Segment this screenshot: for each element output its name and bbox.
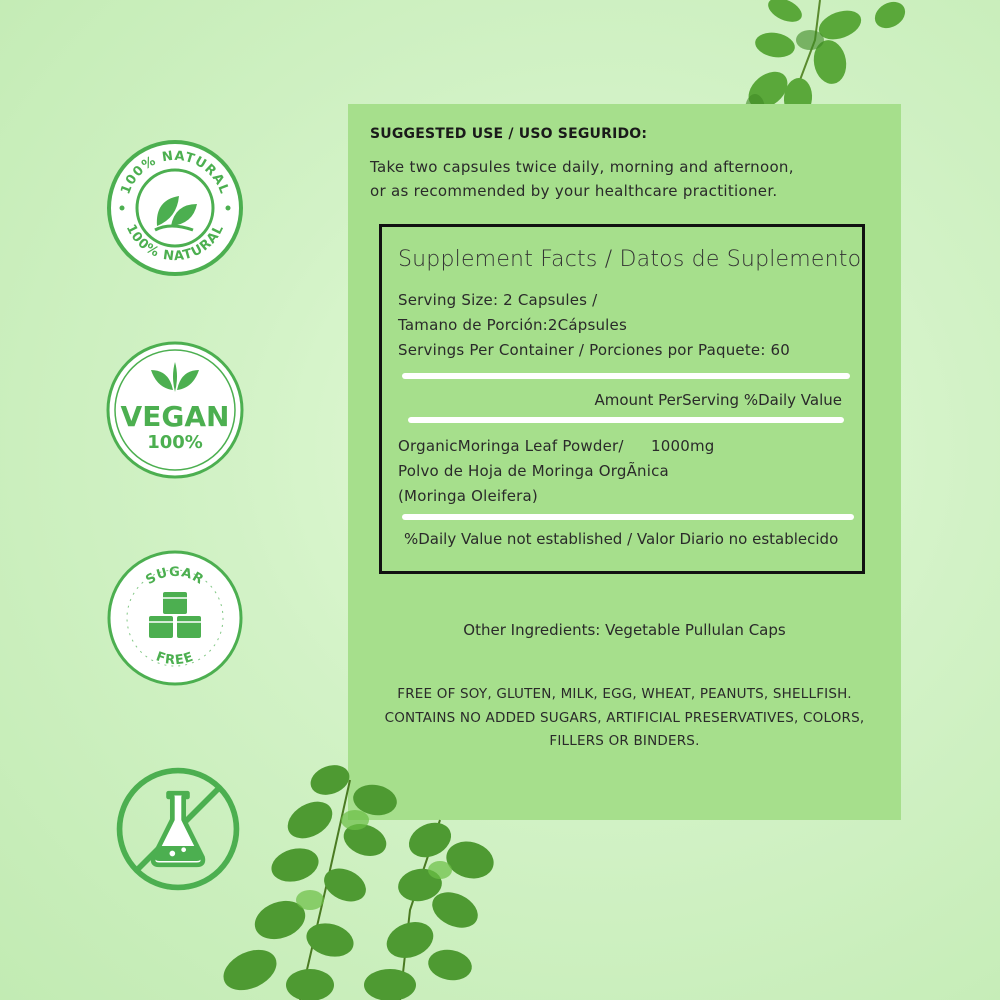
ingredient-line-1: OrganicMoringa Leaf Powder/ (398, 437, 624, 455)
free-of-line-1: FREE OF SOY, GLUTEN, MILK, EGG, WHEAT, PEANUTS, SHELLFISH. (397, 686, 852, 702)
supplement-facts-box (379, 224, 865, 574)
separator-2 (408, 417, 844, 423)
free-of-line-2: CONTAINS NO ADDED SUGARS, ARTIFICIAL PRESERVATIVES, COLORS, (384, 709, 865, 726)
other-ingredients: Other Ingredients: Vegetable Pullulan Caps (463, 621, 786, 639)
suggested-use-line-2: or as recommended by your healthcare practitioner. (370, 182, 778, 200)
separator-3 (402, 514, 854, 520)
natural-leaf-icon (105, 138, 245, 278)
sugar-badge-bottom-text: FREE (153, 649, 197, 669)
ingredient-amount: 1000mg (651, 437, 715, 455)
serving-size-line-2: Tamano de Porción:2Cápsules (398, 316, 627, 334)
free-of-line-3: FILLERS OR BINDERS. (549, 733, 700, 749)
moringa-leaves-bottom-image (180, 760, 540, 1000)
sugar-badge-top-text: SUGAR (143, 564, 207, 589)
daily-value-note: %Daily Value not established / Valor Diario no establecido (404, 530, 839, 548)
amount-per-serving-header: Amount PerServing %Daily Value (594, 391, 842, 409)
suggested-use-line-1: Take two capsules twice daily, morning and afternoon, (370, 158, 794, 176)
ingredient-line-2: Polvo de Hoja de Moringa OrgÃnica (398, 462, 669, 480)
product-info-panel (348, 104, 901, 820)
separator-1 (402, 373, 850, 379)
supplement-facts-title: Supplement Facts / Datos de Suplemento (398, 247, 862, 272)
sugar-cubes-icon (105, 548, 245, 688)
vegan-badge-text: VEGAN (120, 400, 230, 433)
servings-per-container: Servings Per Container / Porciones por Paquete: 60 (398, 341, 791, 359)
suggested-use-title: SUGGESTED USE / USO SEGURIDO: (370, 126, 648, 142)
natural-badge-top-text: 100% NATURAL (118, 148, 232, 197)
free-of-statement (348, 683, 901, 754)
ingredient-line-3: (Moringa Oleifera) (398, 487, 538, 505)
vegan-badge-percent: 100% (147, 432, 203, 453)
serving-size-line-1: Serving Size: 2 Capsules / (398, 291, 598, 309)
natural-badge-bottom-text: 100% NATURAL (122, 222, 228, 265)
vegan-leaf-icon (105, 340, 245, 480)
